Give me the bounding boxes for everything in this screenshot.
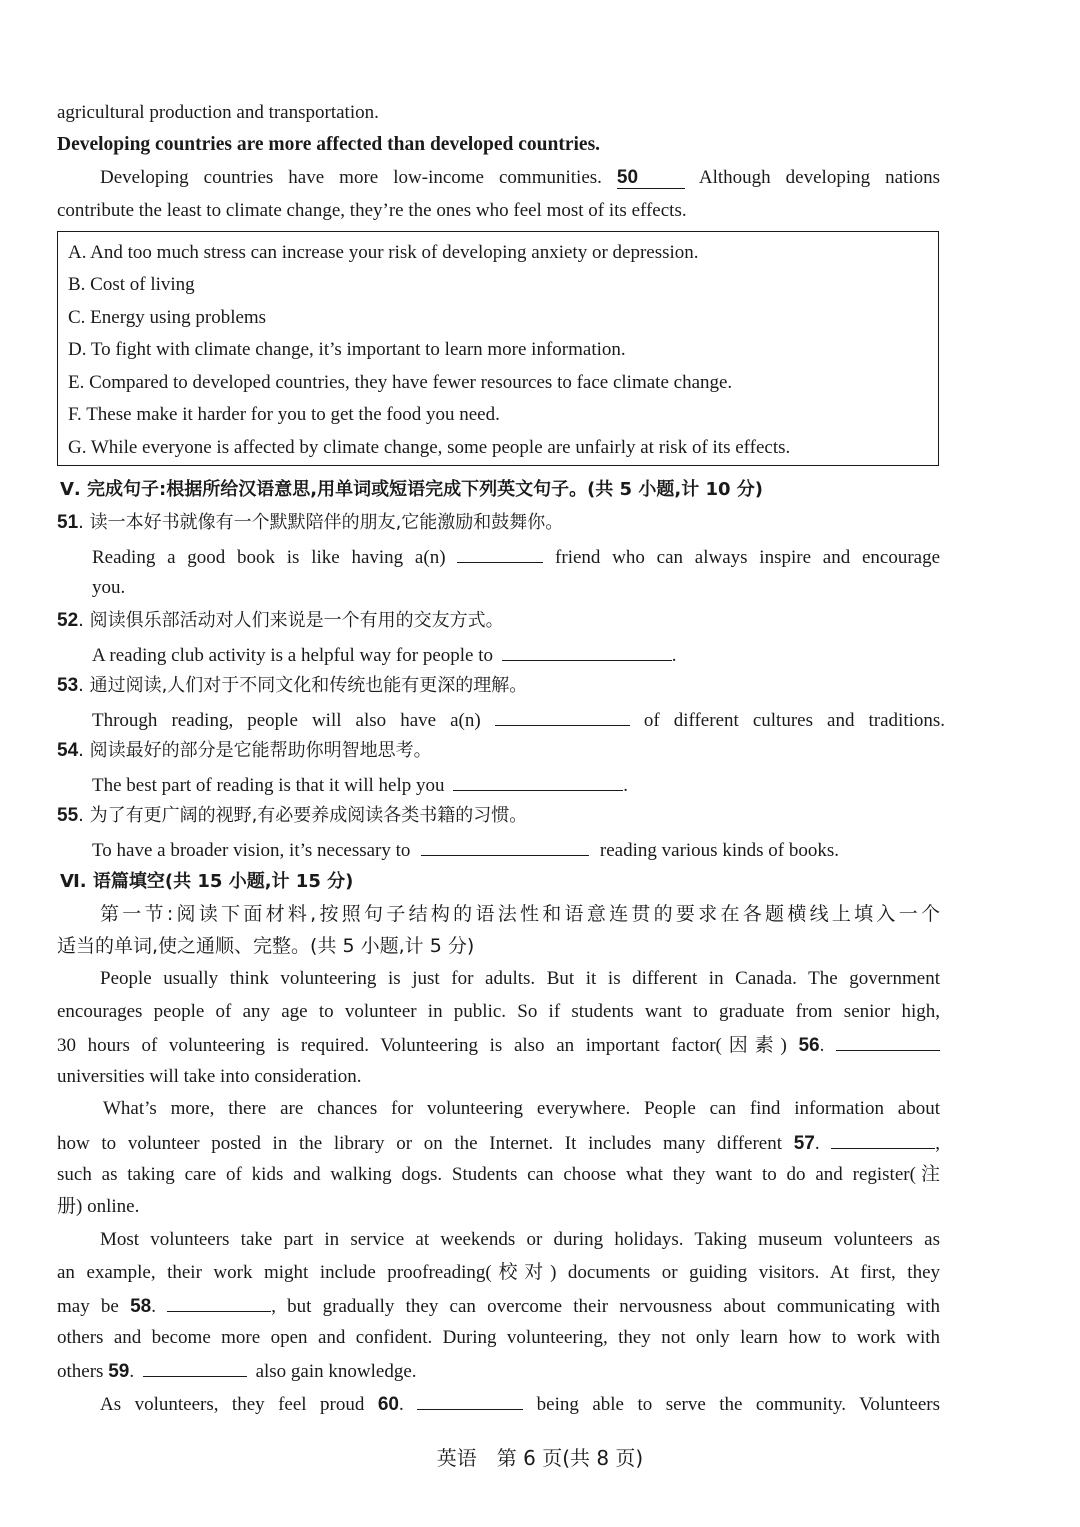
blank-57-label: 57. [793, 1133, 820, 1154]
text-span: Although developing nations [698, 167, 940, 188]
answer-blank-54[interactable] [453, 772, 623, 791]
text-line: People usually think volunteering is just for adults. But it is different in Canada. The government [100, 968, 940, 989]
question-number: 58 [130, 1296, 152, 1317]
text-line [57, 1032, 940, 1058]
text-line: others and become more open and confident. During volunteering, they not only learn how to work with [57, 1327, 940, 1348]
question-text-cn: . 读一本好书就像有一个默默陪伴的朋友,它能激励和鼓舞你。 [78, 512, 564, 533]
text-span: of different cultures and traditions. [643, 710, 946, 731]
text-line: such as taking care of kids and walking dogs. Students can choose what they want to do and register(注 [57, 1164, 940, 1185]
question-number: 55 [57, 805, 79, 826]
text-span: Reading a good book is like having a(n) [92, 547, 446, 568]
question-53-en [92, 707, 945, 733]
blank-59-label: 59. [108, 1361, 135, 1382]
text-span: Developing countries have more low-income communities. [100, 167, 602, 188]
question-text-cn: . 阅读俱乐部活动对人们来说是一个有用的交友方式。 [78, 610, 504, 631]
text-line: contribute the least to climate change, they’re the ones who feel most of its effects. [57, 200, 687, 221]
options-box [57, 231, 939, 466]
text-line: you. [92, 577, 126, 598]
text-line [57, 1358, 417, 1384]
text-span: 30 hours of volunteering is required. Volunteering is also an important factor(因素) [57, 1035, 787, 1056]
option-c: C. Energy using problems [68, 307, 267, 328]
answer-blank-56[interactable] [836, 1032, 940, 1051]
question-text-cn: . 阅读最好的部分是它能帮助你明智地思考。 [78, 740, 432, 761]
page-footer: 英语 第 6 页(共 8 页) [436, 1446, 644, 1470]
text-line: encourages people of any age to volunteer in public. So if students want to graduate from senior high, [57, 1001, 940, 1022]
blank-60-label: 60. [377, 1394, 404, 1415]
answer-blank-51[interactable] [457, 544, 543, 563]
text-span: being able to serve the community. Volunteers [536, 1394, 941, 1415]
text-span: how to volunteer posted in the library or on the Internet. It includes many different [57, 1133, 783, 1154]
question-55-en [92, 837, 839, 863]
question-54-cn [57, 739, 432, 763]
answer-blank-55[interactable] [421, 837, 589, 856]
text-line [57, 1293, 940, 1319]
text-span: also gain knowledge. [255, 1361, 417, 1382]
question-number: 51 [57, 512, 79, 533]
option-d: D. To fight with climate change, it’s important to learn more information. [68, 339, 626, 360]
question-53-cn [57, 674, 527, 698]
question-number: 56 [798, 1035, 820, 1056]
option-b: B. Cost of living [68, 274, 195, 295]
answer-blank-57[interactable] [831, 1130, 935, 1149]
answer-blank-59[interactable] [143, 1358, 247, 1377]
section-5-title: Ⅴ. 完成句子:根据所给汉语意思,用单词或短语完成下列英文句子。(共 5 小题,计 10 分) [60, 479, 763, 500]
text-span: . [623, 775, 628, 796]
answer-blank-52[interactable] [502, 642, 672, 661]
option-f: F. These make it harder for you to get the food you need. [68, 404, 500, 425]
text-line: agricultural production and transportation. [57, 102, 379, 123]
text-span: A reading club activity is a helpful way for people to [92, 645, 493, 666]
section-6-title: Ⅵ. 语篇填空(共 15 小题,计 15 分) [60, 871, 354, 892]
text-span: others [57, 1361, 104, 1382]
text-line: universities will take into consideration. [57, 1066, 362, 1087]
text-span: . [671, 645, 677, 666]
question-number: 54 [57, 740, 79, 761]
question-55-cn [57, 804, 527, 828]
question-number: 57 [793, 1133, 815, 1154]
question-52-en [92, 642, 677, 668]
question-51-en [92, 544, 940, 570]
text-span: To have a broader vision, it’s necessary to [92, 840, 411, 861]
text-line [57, 1130, 940, 1156]
blank-56-label: 56. [798, 1035, 825, 1056]
question-54-en [92, 772, 628, 798]
text-span: The best part of reading is that it will help you [92, 775, 445, 796]
question-52-cn [57, 609, 504, 633]
question-number: 60 [377, 1394, 399, 1415]
question-number: 52 [57, 610, 79, 631]
text-span: reading various kinds of books. [599, 840, 839, 861]
text-span: , [935, 1133, 941, 1154]
instruction-line: 第一节:阅读下面材料,按照句子结构的语法性和语意连贯的要求在各题横线上填入一个 [100, 903, 940, 925]
answer-blank-53[interactable] [495, 707, 630, 726]
question-number: 53 [57, 675, 79, 696]
question-text-cn: . 通过阅读,人们对于不同文化和传统也能有更深的理解。 [78, 675, 528, 696]
text-line: What’s more, there are chances for volunteering everywhere. People can find information about [103, 1098, 940, 1119]
answer-blank-60[interactable] [417, 1391, 523, 1410]
blank-58-label: 58. [130, 1296, 156, 1317]
question-text-cn: . 为了有更广阔的视野,有必要养成阅读各类书籍的习惯。 [78, 805, 528, 826]
text-span: , but gradually they can overcome their nervousness about communicating with [271, 1296, 941, 1317]
option-e: E. Compared to developed countries, they have fewer resources to face climate change. [68, 372, 733, 393]
answer-blank-50: 50 [617, 168, 685, 189]
text-span: friend who can always inspire and encourage [555, 547, 941, 568]
text-line: Most volunteers take part in service at weekends or during holidays. Taking museum volunteers as [100, 1229, 940, 1250]
text-span: As volunteers, they feel proud [100, 1394, 365, 1415]
section-heading: Developing countries are more affected than developed countries. [57, 134, 601, 155]
text-line: an example, their work might include proofreading(校对) documents or guiding visitors. At first, they [57, 1262, 940, 1283]
answer-blank-58[interactable] [167, 1293, 271, 1312]
text-line [100, 166, 940, 190]
text-span: may be [57, 1296, 119, 1317]
text-line [100, 1391, 940, 1417]
option-a: A. And too much stress can increase your risk of developing anxiety or depression. [68, 242, 699, 263]
question-51-cn [57, 511, 563, 535]
question-number: 59 [108, 1361, 130, 1382]
option-g: G. While everyone is affected by climate change, some people are unfairly at risk of its effects. [68, 437, 791, 458]
text-line: 册) online. [57, 1196, 140, 1217]
text-span: Through reading, people will also have a(n) [92, 710, 481, 731]
instruction-line: 适当的单词,使之通顺、完整。(共 5 小题,计 5 分) [57, 935, 475, 957]
